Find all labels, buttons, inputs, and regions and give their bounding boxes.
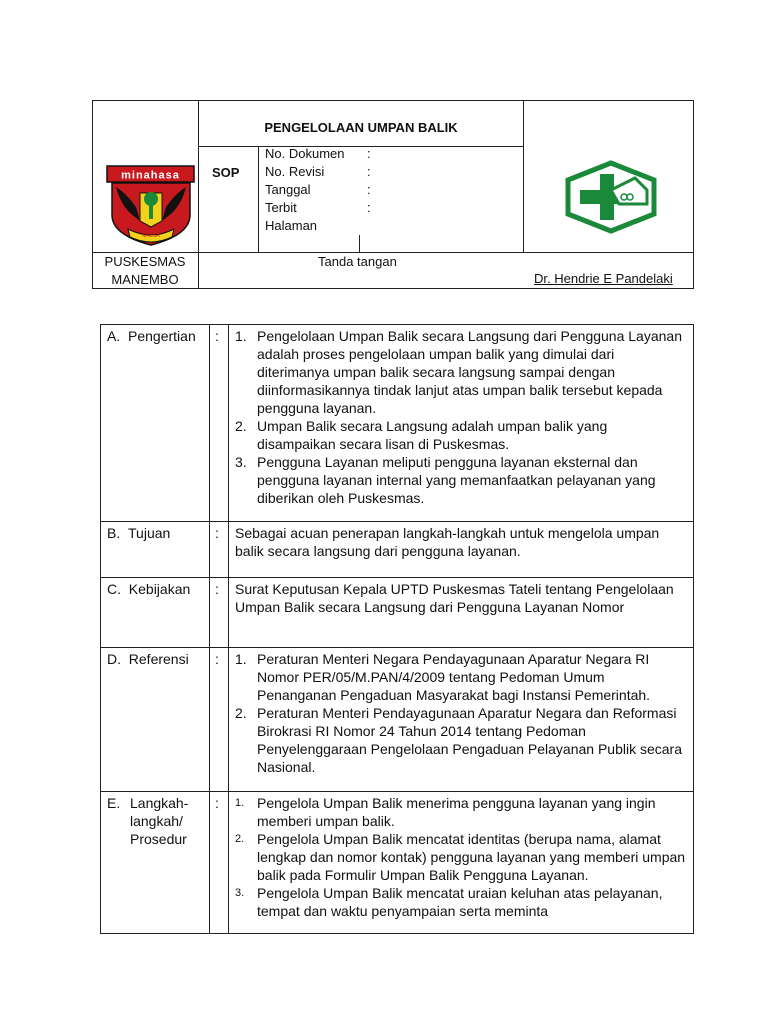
section-tujuan: B. Tujuan : Sebagai acuan penerapan langkah-langkah untuk mengelola umpan balik secara langsung dari pengguna layanan. [100, 521, 694, 578]
section-body [235, 650, 687, 776]
field-terbit: Terbit : [265, 200, 371, 215]
document-fields [265, 145, 371, 235]
section-pengertian: A. Pengertian : 1. Pengelolaan Umpan Balik secara Langsung dari Pengguna Layanan adalah proses pengelolaan umpan balik yang dimulai dari diterimanya umpan balik secara langsung sampai dengan diinformasikannya tindak lanjut atas umpan balik tersebut kepada pengguna layanan. 2. Umpan Balik secara Langsung adalah umpan balik yang disampaikan secara lisan di Puskesmas. 3. Pengguna Layanan meliputi pengguna layanan eksternal dan pengguna layanan internal yang memanfaatkan pelayanan yang diberikan oleh Puskesmas. [100, 324, 694, 522]
section-referensi: D. Referensi : 1. Peraturan Menteri Negara Pendayagunaan Aparatur Negara RI Nomor PER/05/M.PAN/4/2009 tentang Pedoman Umum Penanganan Pengaduan Masyarakat bagi Instansi Pemerintah. 2. Peraturan Menteri Pendayagunaan Aparatur Negara dan Reformasi Birokrasi RI Nomor 24 Tahun 2014 tentang Pedoman Penyelenggaraan Pengelolaan Pengaduan Pelayanan Publik secara Nasional. [100, 647, 694, 792]
puskesmas-logo [563, 160, 659, 234]
list-item: 1. Peraturan Menteri Negara Pendayagunaan Aparatur Negara RI Nomor PER/05/M.PAN/4/2009 tentang Pedoman Umum Penanganan Pengaduan Masyarakat bagi Instansi Pemerintah. [235, 651, 651, 703]
field-tanggal: Tanggal : [265, 182, 371, 197]
list-item: 1. Pengelolaan Umpan Balik secara Langsung dari Pengguna Layanan adalah proses pengelolaan umpan balik yang dimulai dari diterimanya umpan balik secara langsung sampai dengan diinformasikannya tindak lanjut atas umpan balik tersebut kepada pengguna layanan. [235, 328, 682, 416]
field-halaman: Halaman [265, 218, 318, 233]
field-no-dokumen: No. Dokumen : [265, 146, 371, 161]
section-label: C. Kebijakan [107, 581, 191, 597]
list-item: 3. Pengelola Umpan Balik mencatat uraian keluhan atas pelayanan, tempat dan waktu penyampaian serta meminta [235, 885, 663, 919]
minahasa-logo [106, 163, 196, 248]
list-item: 2. Peraturan Menteri Pendayagunaan Aparatur Negara dan Reformasi Birokrasi RI Nomor 24 Tahun 2014 tentang Pedoman Penyelenggaraan Pengelolaan Pengaduan Pelayanan Publik secara Nasional. [235, 705, 682, 775]
section-body [235, 327, 687, 507]
section-label: B. Tujuan [107, 525, 171, 541]
signer-name: Dr. Hendrie E Pandelaki [534, 271, 673, 286]
section-body: Sebagai acuan penerapan langkah-langkah untuk mengelola umpan balik secara langsung dari pengguna layanan. [235, 525, 660, 559]
list-item: 3. Pengguna Layanan meliputi pengguna layanan eksternal dan pengguna layanan internal yang memanfaatkan pelayanan yang diberikan oleh Puskesmas. [235, 454, 656, 506]
section-body [235, 794, 687, 920]
section-kebijakan: C. Kebijakan : Surat Keputusan Kepala UPTD Puskesmas Tateli tentang Pengelolaan Umpan Balik secara Langsung dari Pengguna Layanan Nomor [100, 577, 694, 648]
document-title: PENGELOLAAN UMPAN BALIK [264, 120, 458, 135]
minahasa-logo-ribbon: MAESA [142, 233, 160, 239]
sop-label: SOP [212, 165, 240, 180]
signature-label: Tanda tangan [318, 254, 397, 269]
organization-name: PUSKESMAS MANEMBO [104, 254, 186, 287]
list-item: 1. Pengelola Umpan Balik menerima pengguna layanan yang ingin memberi umpan balik. [235, 795, 656, 829]
list-item: 2. Pengelola Umpan Balik mencatat identitas (berupa nama, alamat lengkap dan nomor kontak) pengguna layanan yang memberi umpan balik pada Formulir Umpan Balik Pengguna Layanan. [235, 831, 686, 883]
field-no-revisi: No. Revisi : [265, 164, 371, 179]
section-label: A. Pengertian [107, 328, 196, 344]
section-label: D. Referensi [107, 651, 189, 667]
section-prosedur: E. Langkah- langkah/ Prosedur : 1. Pengelola Umpan Balik menerima pengguna layanan yang ingin memberi umpan balik. 2. Pengelola Umpan Balik mencatat identitas (berupa nama, alamat lengkap dan nomor kontak) pengguna layanan yang memberi umpan balik pada Formulir Umpan Balik Pengguna Layanan. 3. Pengelola Umpan Balik mencatat uraian keluhan atas pelayanan, tempat dan waktu penyampaian serta meminta [100, 791, 694, 934]
section-body: Surat Keputusan Kepala UPTD Puskesmas Tateli tentang Pengelolaan Umpan Balik secara Langsung dari Pengguna Layanan Nomor [235, 581, 674, 615]
section-label: E. Langkah- langkah/ Prosedur [107, 795, 189, 847]
minahasa-logo-text: minahasa [121, 169, 180, 182]
list-item: 2. Umpan Balik secara Langsung adalah umpan balik yang disampaikan secara lisan di Puskesmas. [235, 418, 608, 452]
